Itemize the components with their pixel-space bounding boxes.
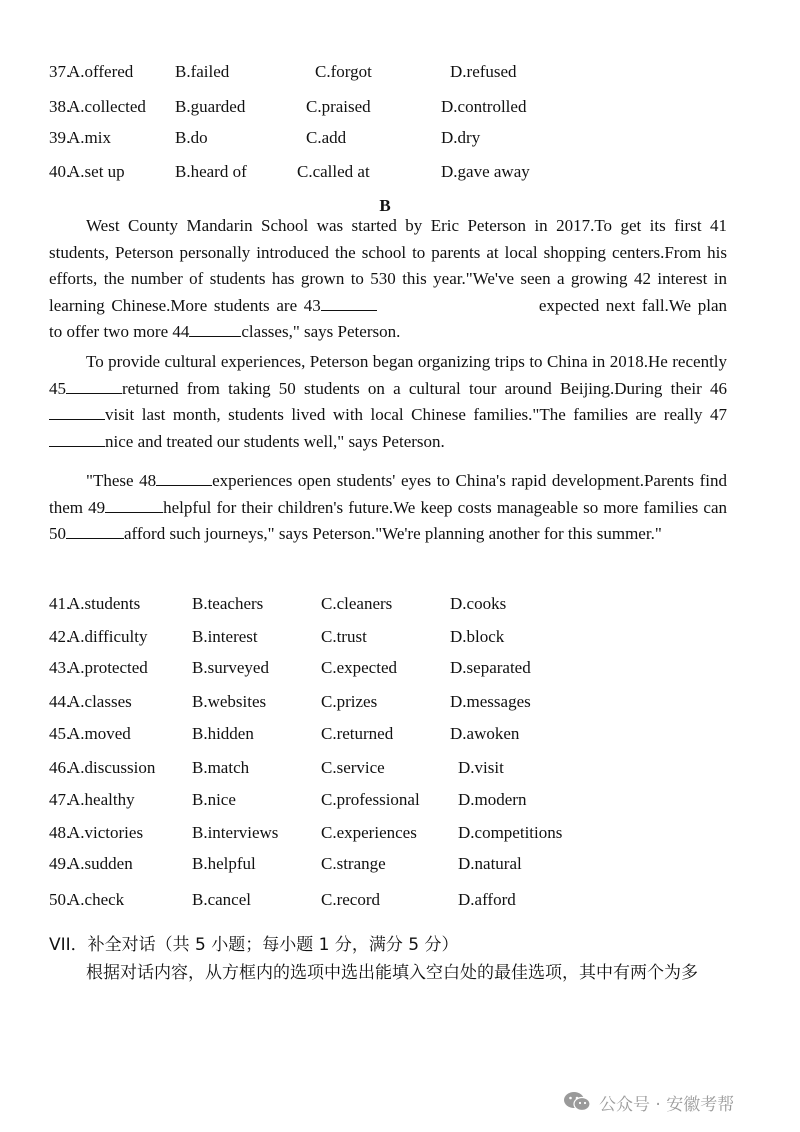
option-d: D.separated bbox=[450, 658, 531, 677]
option-d: D.awoken bbox=[450, 724, 520, 743]
option-d: D.modern bbox=[458, 790, 527, 809]
question-number: 37. bbox=[49, 62, 71, 81]
question-number: 41. bbox=[49, 594, 71, 613]
option-a: A.mix bbox=[68, 128, 111, 147]
option-c: C.service bbox=[321, 758, 385, 777]
option-d: D.visit bbox=[458, 758, 504, 777]
option-c: C.experiences bbox=[321, 823, 417, 842]
question-number: 44. bbox=[49, 692, 71, 711]
section-vii-heading: VII．补全对话（共 5 小题；每小题 1 分，满分 5 分） bbox=[49, 935, 459, 955]
option-b: B.heard of bbox=[175, 162, 247, 181]
option-d: D.cooks bbox=[450, 594, 507, 613]
option-d: D.natural bbox=[458, 854, 522, 873]
option-b: B.teachers bbox=[192, 594, 264, 613]
option-a: A.victories bbox=[68, 823, 144, 842]
answer-blank-47[interactable] bbox=[49, 431, 105, 447]
option-d: D.messages bbox=[450, 692, 531, 711]
option-a: A.protected bbox=[68, 658, 148, 677]
option-a: A.sudden bbox=[68, 854, 133, 873]
option-c: C.forgot bbox=[315, 62, 372, 81]
option-c: C.add bbox=[306, 128, 347, 147]
watermark bbox=[563, 1088, 734, 1116]
question-number: 40. bbox=[49, 162, 71, 181]
option-a: A.offered bbox=[68, 62, 134, 81]
option-b: B.cancel bbox=[192, 890, 251, 909]
question-number: 45. bbox=[49, 724, 71, 743]
question-number: 48. bbox=[49, 823, 71, 842]
question-number: 42. bbox=[49, 627, 71, 646]
answer-blank-48[interactable] bbox=[156, 470, 212, 486]
option-d: D.refused bbox=[450, 62, 517, 81]
question-number: 47. bbox=[49, 790, 71, 809]
question-number: 43. bbox=[49, 658, 71, 677]
passage-paragraph-1: West County Mandarin School was started by Eric Peterson in 2017.To get its first 41 students, Peterson personally introduced the school to parents at local shopping centers.From his efforts, the number of students has grown to 530 this year."We've seen a growing 42 interest in learning Chinese.More students are 43 expected next fall.We plan to offer two more 44 classes," says Peterson. bbox=[49, 216, 727, 342]
option-b: B.interest bbox=[192, 627, 258, 646]
question-number: 49. bbox=[49, 854, 71, 873]
answer-blank-43[interactable] bbox=[321, 295, 377, 311]
passage-paragraph-3: "These 48 experiences open students' eyes to China's rapid development.Parents find them 49 helpful for their children's future.We keep costs manageable so more families can 50 afford such journeys," says Peterson."We're planning another for this summer." bbox=[49, 471, 728, 544]
question-number: 39. bbox=[49, 128, 71, 147]
option-c: C.trust bbox=[321, 627, 367, 646]
option-d: D.dry bbox=[441, 128, 481, 147]
option-c: C.prizes bbox=[321, 692, 378, 711]
option-c: C.returned bbox=[321, 724, 394, 743]
option-b: B.do bbox=[175, 128, 208, 147]
option-a: A.classes bbox=[68, 692, 132, 711]
question-number: 50. bbox=[49, 890, 71, 909]
option-b: B.websites bbox=[192, 692, 267, 711]
answer-blank-49[interactable] bbox=[105, 497, 163, 513]
option-a: A.students bbox=[68, 594, 141, 613]
option-d: D.competitions bbox=[458, 823, 563, 842]
option-b: B.match bbox=[192, 758, 250, 777]
option-a: A.set up bbox=[68, 162, 125, 181]
option-c: C.expected bbox=[321, 658, 397, 677]
option-a: A.check bbox=[68, 890, 125, 909]
option-b: B.failed bbox=[175, 62, 230, 81]
question-number: 38. bbox=[49, 97, 71, 116]
section-b-title: B bbox=[379, 196, 391, 215]
answer-blank-50[interactable] bbox=[66, 523, 124, 539]
watermark-text: 公众号 · 安徽考帮 bbox=[599, 1094, 735, 1115]
option-a: A.discussion bbox=[68, 758, 156, 777]
option-c: C.professional bbox=[321, 790, 420, 809]
option-d: D.afford bbox=[458, 890, 516, 909]
option-b: B.surveyed bbox=[192, 658, 269, 677]
option-c: C.cleaners bbox=[321, 594, 393, 613]
option-a: A.healthy bbox=[68, 790, 135, 809]
option-b: B.helpful bbox=[192, 854, 256, 873]
option-b: B.interviews bbox=[192, 823, 279, 842]
option-a: A.moved bbox=[68, 724, 131, 743]
answer-blank-46[interactable] bbox=[49, 404, 105, 420]
option-a: A.collected bbox=[68, 97, 146, 116]
option-c: C.called at bbox=[297, 162, 370, 181]
wechat-icon bbox=[563, 1091, 591, 1113]
option-d: D.gave away bbox=[441, 162, 530, 181]
option-d: D.block bbox=[450, 627, 505, 646]
answer-blank-45[interactable] bbox=[66, 378, 122, 394]
answer-blank-44[interactable] bbox=[189, 321, 241, 337]
option-b: B.nice bbox=[192, 790, 236, 809]
question-number: 46. bbox=[49, 758, 71, 777]
option-d: D.controlled bbox=[441, 97, 527, 116]
section-vii-instruction: 根据对话内容，从方框内的选项中选出能填入空白处的最佳选项，其中有两个为多 bbox=[86, 963, 698, 983]
passage-paragraph-2: To provide cultural experiences, Peterson began organizing trips to China in 2018.He recently 45 returned from taking 50 students on a cultural tour around Beijing.During their 46visit last month, students lived with local Chinese families."The families are really 47nice and treated our students well," says Peterson. bbox=[49, 352, 728, 451]
option-b: B.hidden bbox=[192, 724, 254, 743]
option-b: B.guarded bbox=[175, 97, 246, 116]
option-a: A.difficulty bbox=[68, 627, 148, 646]
option-c: C.record bbox=[321, 890, 381, 909]
option-c: C.praised bbox=[306, 97, 371, 116]
option-c: C.strange bbox=[321, 854, 386, 873]
